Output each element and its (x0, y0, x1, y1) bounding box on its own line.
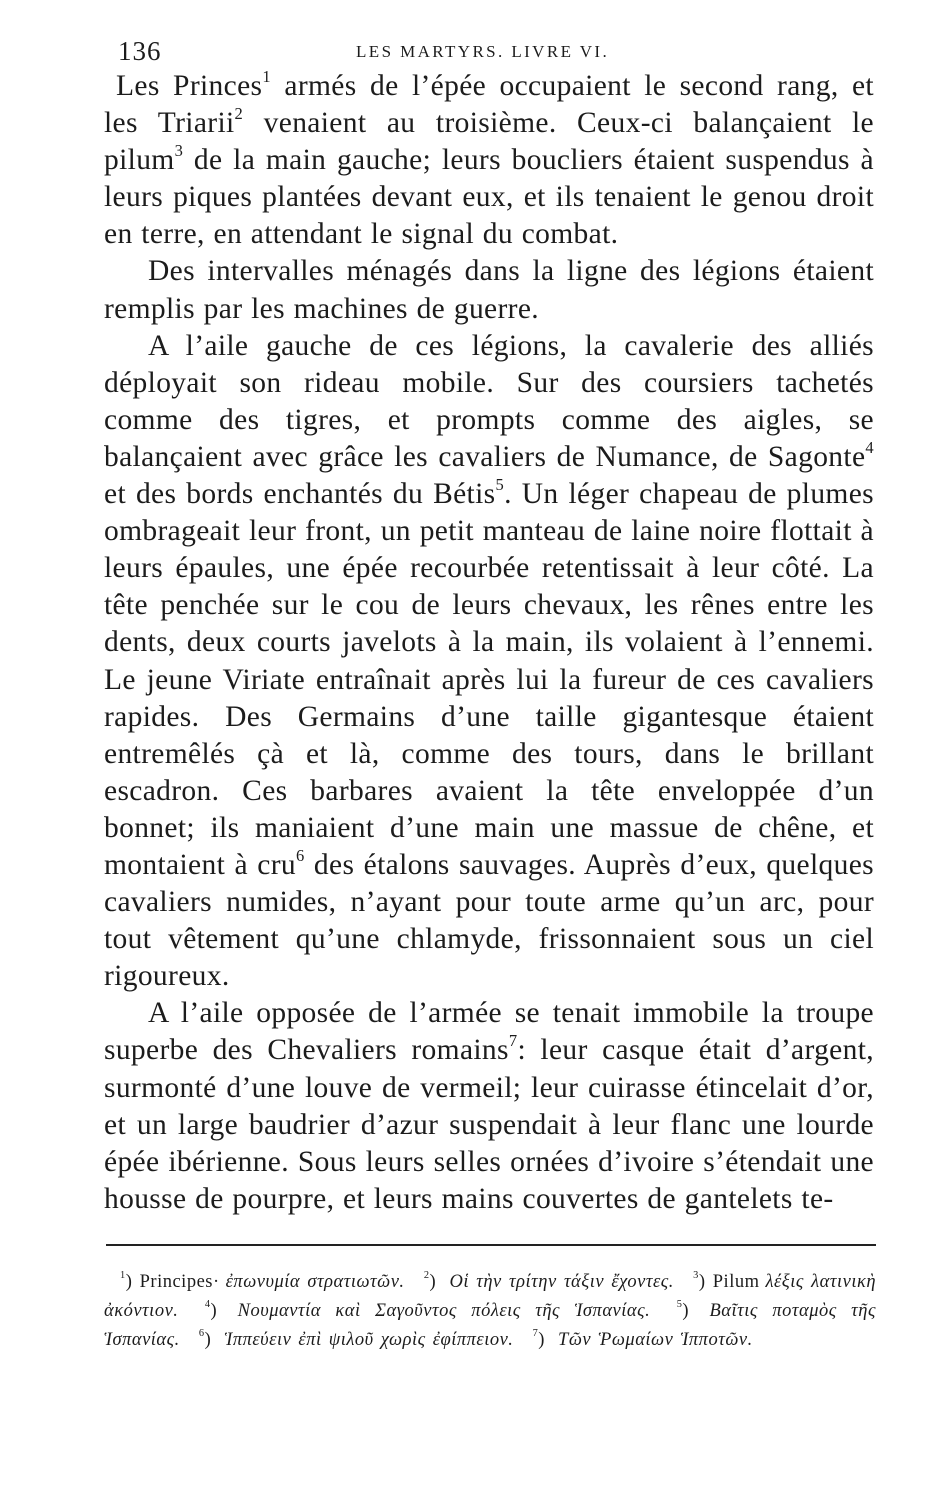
footnote-4 (205, 1301, 650, 1321)
footnote-term: Pilum (712, 1272, 760, 1292)
footnote-number: 1 (120, 1270, 126, 1282)
footnote-greek: Βαῖτις ποταμὸς τῆς Ἱσπανίας. (104, 1301, 876, 1350)
text-run: . Un léger chapeau de plumes ombrageait leur front, un petit manteau de laine noire flottait à leurs épaules, une épée recourbée retentissait à leur côté. La tête penchée sur le cou de leurs chevaux, les rênes entre les dents, deux courts javelots à la main, ils volaient à l’ennemi. Le jeune Viriate entraînait après lui la fureur de ces cavaliers rapides. Des Germains d’une taille gigantesque étaient entremêlés çà et là, comme des tours, dans le brillant escadron. Ces barbares avaient la tête enveloppée d’un bonnet; ils maniaient d’une main une massue de chêne, et montaient à cru (104, 478, 874, 881)
running-head (118, 36, 870, 66)
text-run: des étalons sauvages. Auprès d’eux, quelques cavaliers numides, n’ayant pour toute arme qu’un arc, pour tout vêtement qu’une chlamyde, frissonnaient sous un ciel rigoureux. (104, 848, 874, 993)
footnote-marker: 1 (262, 66, 271, 86)
footnote-1 (120, 1272, 405, 1292)
footnote-greek: Οἱ τὴν τρίτην τάξιν ἔχοντες. (449, 1272, 674, 1292)
footnote-paren: ) (698, 1272, 713, 1292)
footnote-marker: 5 (495, 474, 505, 494)
footnote-number: 6 (198, 1328, 205, 1340)
footnote-number: 5 (676, 1299, 683, 1311)
footnote-number: 4 (204, 1299, 211, 1311)
text-run: armés de l’épée occupaient le second rang, et les Triarii (104, 70, 874, 140)
paragraph (104, 68, 874, 253)
text-run: de la main gauche; leurs boucliers étaient suspendus à leurs piques plantées devant eux, et ils tenaient le genou droit en terre, en attendant le signal du combat. (104, 144, 874, 251)
footnote-paren: ) (682, 1301, 704, 1321)
text-run: A l’aile opposée de l’armée se tenait immobile la troupe superbe des Chevaliers romains (104, 997, 874, 1067)
footnote-marker: 7 (508, 1031, 518, 1051)
text-run: venaient au troisième. Ceux-ci balançaient le pilum (104, 107, 874, 177)
footnotes (104, 1268, 876, 1355)
footnote-2 (424, 1272, 674, 1292)
text-run: Des intervalles ménagés dans la ligne des légions étaient remplis par les machines de guerre. (104, 255, 874, 325)
footnote-number: 2 (423, 1270, 430, 1282)
footnote-paren: ) (538, 1330, 553, 1350)
footnote-paren: ) (210, 1301, 232, 1321)
text-run: Les Princes (116, 70, 263, 102)
footnote-number: 3 (693, 1270, 699, 1282)
footnote-greek: Τῶν Ῥωμαίων Ἱπποτῶν. (558, 1330, 753, 1350)
footnote-term: Principes· (139, 1272, 220, 1292)
footnote-marker: 4 (865, 437, 874, 457)
paragraph (104, 995, 874, 1218)
footnote-7 (533, 1330, 753, 1350)
text-run: A l’aile gauche de ces légions, la cavalerie des alliés déployait son rideau mobile. Sur des coursiers tachetés comme des tigres, et prompts comme des aigles, se balançaient avec grâce les cavaliers de Numance, de Sagonte (104, 329, 874, 473)
footnote-number: 7 (532, 1328, 539, 1340)
footnote-marker: 2 (234, 103, 244, 123)
footnote-paren: ) (429, 1272, 444, 1292)
footnote-paren: ) (125, 1272, 140, 1292)
running-title: LES MARTYRS. LIVRE VI. (356, 42, 610, 61)
footnote-greek: Νουμαντία καὶ Σαγοῦντος πόλεις τῆς Ἱσπανίας. (237, 1301, 651, 1321)
footnote-greek: ἐπωνυμία στρατιωτῶν. (225, 1272, 405, 1292)
text-run: et des bords enchantés du Bétis (104, 478, 496, 511)
footnote-divider (106, 1244, 876, 1246)
text-run: : leur casque était d’argent, surmonté d’une louve de vermeil; leur cuirasse étincelait d’or, et un large baudrier d’azur suspendait à leur flanc une lourde épée ibérienne. Sous leurs selles ornées d’ivoire s’étendait une housse de pourpre, et leurs mains couvertes de gantelets te- (104, 1034, 874, 1215)
page-number: 136 (118, 36, 162, 66)
footnote-greek: λέξις λατινικὴ ἀκόντιον. (104, 1272, 877, 1321)
footnote-greek: Ἱππεύειν ἐπὶ ψιλοῦ χωρὶς ἐφίππειον. (224, 1330, 514, 1350)
footnote-marker: 6 (295, 845, 305, 865)
paragraph (104, 328, 874, 996)
footnote-6 (199, 1330, 514, 1350)
footnote-paren: ) (204, 1330, 219, 1350)
body-text (104, 68, 874, 1218)
paragraph (104, 253, 874, 327)
footnote-marker: 3 (174, 140, 184, 160)
